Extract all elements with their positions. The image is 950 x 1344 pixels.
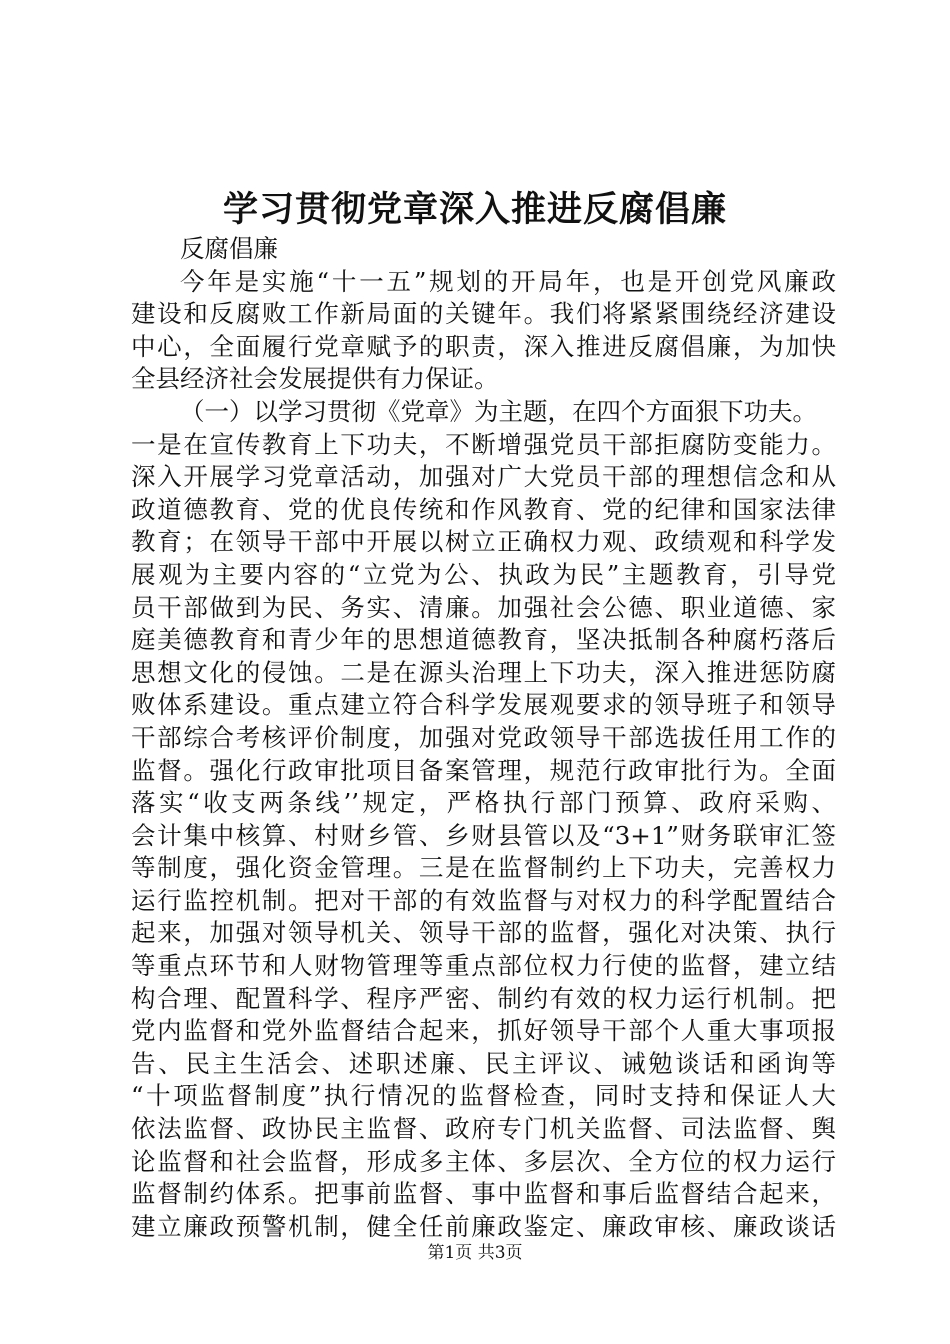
- body-line-15: 败体系建设。重点建立符合科学发展观要求的领导班子和领导: [131, 690, 836, 720]
- page-number-footer: 第1页 共3页: [427, 1243, 523, 1263]
- body-line-2: 今年是实施“十一五”规划的开局年，也是开创党风廉政: [180, 266, 836, 296]
- body-line-26: 告、民主生活会、述职述廉、民主评议、诫勉谈话和函询等: [131, 1048, 836, 1078]
- body-line-4: 中心，全面履行党章赋予的职责，深入推进反腐倡廉，为加快: [131, 331, 836, 361]
- body-line-12: 员干部做到为民、务实、清廉。加强社会公德、职业道德、家: [131, 592, 836, 622]
- body-line-24: 构合理、配置科学、程序严密、制约有效的权力运行机制。把: [131, 983, 836, 1013]
- body-line-13: 庭美德教育和青少年的思想道德教育，坚决抵制各种腐朽落后: [131, 625, 836, 655]
- body-line-30: 监督制约体系。把事前监督、事中监督和事后监督结合起来，: [131, 1179, 836, 1209]
- body-line-23: 等重点环节和人财物管理等重点部位权力行使的监督，建立结: [131, 951, 836, 981]
- document-body: [131, 233, 836, 1243]
- body-line-21: 运行监控机制。把对干部的有效监督与对权力的科学配置结合: [131, 885, 836, 915]
- body-line-29: 论监督和社会监督，形成多主体、多层次、全方位的权力运行: [131, 1146, 836, 1176]
- body-line-5: 全县经济社会发展提供有力保证。: [131, 364, 499, 394]
- body-line-18: 落实“收支两条线’’规定，严格执行部门预算、政府采购、: [131, 788, 836, 818]
- body-line-17: 监督。强化行政审批项目备案管理，规范行政审批行为。全面: [131, 755, 836, 785]
- body-line-1: 反腐倡廉: [180, 234, 278, 263]
- body-line-19: 会计集中核算、村财乡管、乡财县管以及“3+1”财务联审汇签: [131, 820, 836, 850]
- document-title: 学习贯彻党章深入推进反腐倡廉: [222, 189, 727, 230]
- body-line-6: （一）以学习贯彻《党章》为主题，在四个方面狠下功夫。: [180, 396, 817, 426]
- body-line-8: 深入开展学习党章活动，加强对广大党员干部的理想信念和从: [131, 462, 836, 492]
- body-line-25: 党内监督和党外监督结合起来，抓好领导干部个人重大事项报: [131, 1016, 836, 1046]
- body-line-14: 思想文化的侵蚀。二是在源头治理上下功夫，深入推进惩防腐: [131, 657, 836, 687]
- body-line-16: 干部综合考核评价制度，加强对党政领导干部选拔任用工作的: [131, 722, 836, 752]
- body-line-31: 建立廉政预警机制，健全任前廉政鉴定、廉政审核、廉政谈话: [131, 1211, 836, 1241]
- body-line-22: 起来，加强对领导机关、领导干部的监督，强化对决策、执行: [131, 918, 836, 948]
- body-line-10: 教育；在领导干部中开展以树立正确权力观、政绩观和科学发: [131, 527, 836, 557]
- body-line-27: “十项监督制度”执行情况的监督检查，同时支持和保证人大: [131, 1081, 836, 1111]
- body-line-11: 展观为主要内容的“立党为公、执政为民”主题教育，引导党: [131, 559, 836, 589]
- body-line-9: 政道德教育、党的优良传统和作风教育、党的纪律和国家法律: [131, 494, 836, 524]
- body-line-7: 一是在宣传教育上下功夫，不断增强党员干部拒腐防变能力。: [131, 429, 836, 459]
- body-line-28: 依法监督、政协民主监督、政府专门机关监督、司法监督、舆: [131, 1114, 836, 1144]
- body-line-3: 建设和反腐败工作新局面的关键年。我们将紧紧围绕经济建设: [131, 299, 836, 329]
- body-line-20: 等制度，强化资金管理。三是在监督制约上下功夫，完善权力: [131, 853, 836, 883]
